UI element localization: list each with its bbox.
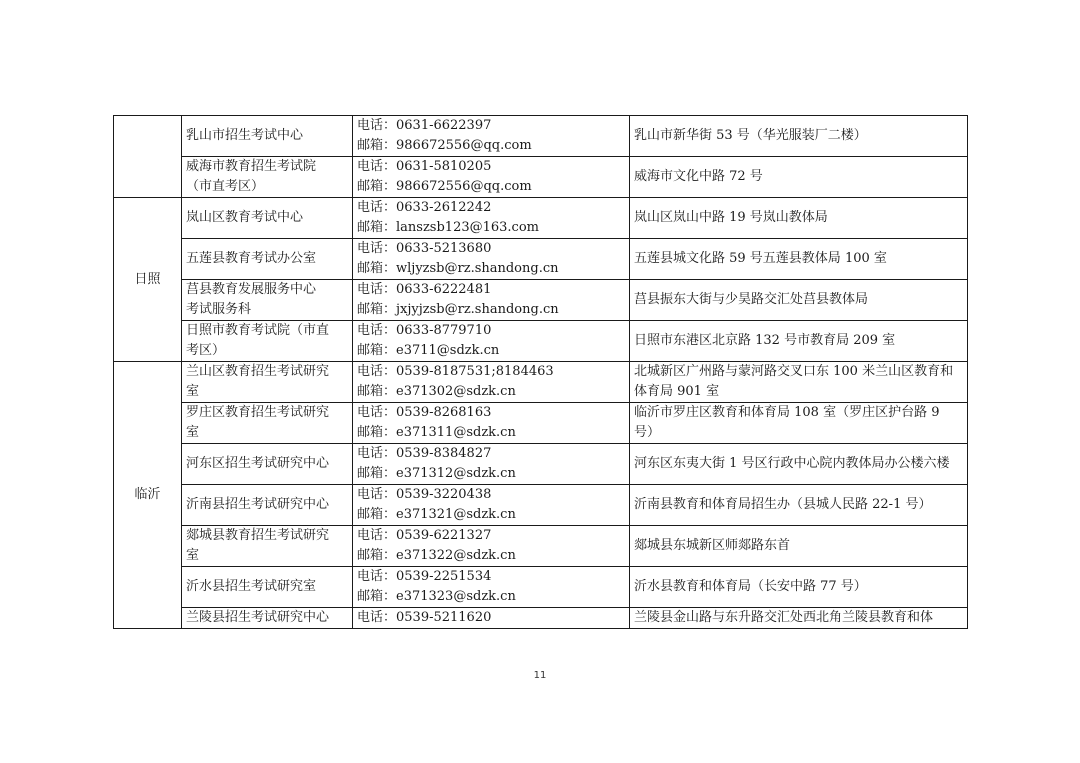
city-cell bbox=[114, 116, 182, 198]
table-row bbox=[114, 567, 968, 608]
phone-text: 电话：0539-8384827 bbox=[357, 446, 492, 461]
address-cell: 沂水县教育和体育局（长安中路 77 号） bbox=[630, 567, 968, 608]
contact-table bbox=[113, 115, 968, 629]
page-number: 11 bbox=[533, 670, 547, 681]
phone-text: 电话：0539-3220438 bbox=[357, 487, 492, 502]
email-text: 邮箱：e371302@sdzk.cn bbox=[357, 384, 516, 399]
email-text: 邮箱：986672556@qq.com bbox=[357, 138, 532, 153]
email-text: 邮箱：lanszsb123@163.com bbox=[357, 220, 539, 235]
org-name-cell: 五莲县教育考试办公室 bbox=[182, 239, 353, 280]
address-cell: 郯城县东城新区师郯路东首 bbox=[630, 526, 968, 567]
email-text: 邮箱：e371321@sdzk.cn bbox=[357, 507, 516, 522]
address-cell: 兰陵县金山路与东升路交汇处西北角兰陵县教育和体 bbox=[630, 608, 968, 629]
phone-text: 电话：0633-2612242 bbox=[357, 200, 492, 215]
email-text: 邮箱：e371323@sdzk.cn bbox=[357, 589, 516, 604]
address-cell: 河东区东夷大街 1 号区行政中心院内教体局办公楼六楼 bbox=[630, 444, 968, 485]
address-cell: 威海市文化中路 72 号 bbox=[630, 157, 968, 198]
org-name-cell: 沂南县招生考试研究中心 bbox=[182, 485, 353, 526]
table-row bbox=[114, 444, 968, 485]
phone-text: 电话：0631-5810205 bbox=[357, 159, 492, 174]
table-row bbox=[114, 280, 968, 321]
contact-cell bbox=[353, 608, 630, 629]
table-row bbox=[114, 608, 968, 629]
table-row bbox=[114, 157, 968, 198]
contact-cell bbox=[353, 485, 630, 526]
email-text: 邮箱：e371312@sdzk.cn bbox=[357, 466, 516, 481]
email-text: 邮箱：e371311@sdzk.cn bbox=[357, 425, 516, 440]
table-row bbox=[114, 116, 968, 157]
contact-cell bbox=[353, 444, 630, 485]
table-row bbox=[114, 403, 968, 444]
contact-cell bbox=[353, 157, 630, 198]
table-row bbox=[114, 239, 968, 280]
address-cell: 五莲县城文化路 59 号五莲县教体局 100 室 bbox=[630, 239, 968, 280]
contact-cell bbox=[353, 526, 630, 567]
phone-text: 电话：0633-6222481 bbox=[357, 282, 492, 297]
contact-cell bbox=[353, 198, 630, 239]
contact-cell bbox=[353, 239, 630, 280]
table-row bbox=[114, 526, 968, 567]
table-row bbox=[114, 198, 968, 239]
city-cell: 临沂 bbox=[114, 362, 182, 629]
contact-cell bbox=[353, 321, 630, 362]
phone-text: 电话：0539-8187531;8184463 bbox=[357, 364, 554, 379]
org-name-cell: 郯城县教育招生考试研究 室 bbox=[182, 526, 353, 567]
org-name-cell: 莒县教育发展服务中心 考试服务科 bbox=[182, 280, 353, 321]
email-text: 邮箱：wljyzsb@rz.shandong.cn bbox=[357, 261, 559, 276]
email-text: 邮箱：jxjyjzsb@rz.shandong.cn bbox=[357, 302, 559, 317]
phone-text: 电话：0633-5213680 bbox=[357, 241, 492, 256]
contact-cell bbox=[353, 567, 630, 608]
table-row bbox=[114, 362, 968, 403]
contact-cell bbox=[353, 116, 630, 157]
phone-text: 电话：0633-8779710 bbox=[357, 323, 492, 338]
email-text: 邮箱：986672556@qq.com bbox=[357, 179, 532, 194]
email-text: 邮箱：e371322@sdzk.cn bbox=[357, 548, 516, 563]
address-cell: 北城新区广州路与蒙河路交叉口东 100 米兰山区教育和体育局 901 室 bbox=[630, 362, 968, 403]
address-cell: 乳山市新华街 53 号（华光服装厂二楼） bbox=[630, 116, 968, 157]
address-cell: 沂南县教育和体育局招生办（县城人民路 22-1 号） bbox=[630, 485, 968, 526]
org-name-cell: 日照市教育考试院（市直 考区） bbox=[182, 321, 353, 362]
table-row bbox=[114, 485, 968, 526]
address-cell: 日照市东港区北京路 132 号市教育局 209 室 bbox=[630, 321, 968, 362]
org-name-cell: 沂水县招生考试研究室 bbox=[182, 567, 353, 608]
phone-text: 电话：0539-6221327 bbox=[357, 528, 492, 543]
address-cell: 临沂市罗庄区教育和体育局 108 室（罗庄区护台路 9 号） bbox=[630, 403, 968, 444]
phone-text: 电话：0539-5211620 bbox=[357, 610, 492, 625]
phone-text: 电话：0539-2251534 bbox=[357, 569, 492, 584]
contact-cell bbox=[353, 403, 630, 444]
contact-cell bbox=[353, 362, 630, 403]
email-text: 邮箱：e3711@sdzk.cn bbox=[357, 343, 500, 358]
org-name-cell: 河东区招生考试研究中心 bbox=[182, 444, 353, 485]
phone-text: 电话：0631-6622397 bbox=[357, 118, 492, 133]
org-name-cell: 罗庄区教育招生考试研究 室 bbox=[182, 403, 353, 444]
org-name-cell: 威海市教育招生考试院 （市直考区） bbox=[182, 157, 353, 198]
org-name-cell: 乳山市招生考试中心 bbox=[182, 116, 353, 157]
table-row bbox=[114, 321, 968, 362]
city-cell: 日照 bbox=[114, 198, 182, 362]
phone-text: 电话：0539-8268163 bbox=[357, 405, 492, 420]
address-cell: 岚山区岚山中路 19 号岚山教体局 bbox=[630, 198, 968, 239]
org-name-cell: 兰山区教育招生考试研究 室 bbox=[182, 362, 353, 403]
address-cell: 莒县振东大街与少昊路交汇处莒县教体局 bbox=[630, 280, 968, 321]
org-name-cell: 兰陵县招生考试研究中心 bbox=[182, 608, 353, 629]
org-name-cell: 岚山区教育考试中心 bbox=[182, 198, 353, 239]
contact-cell bbox=[353, 280, 630, 321]
